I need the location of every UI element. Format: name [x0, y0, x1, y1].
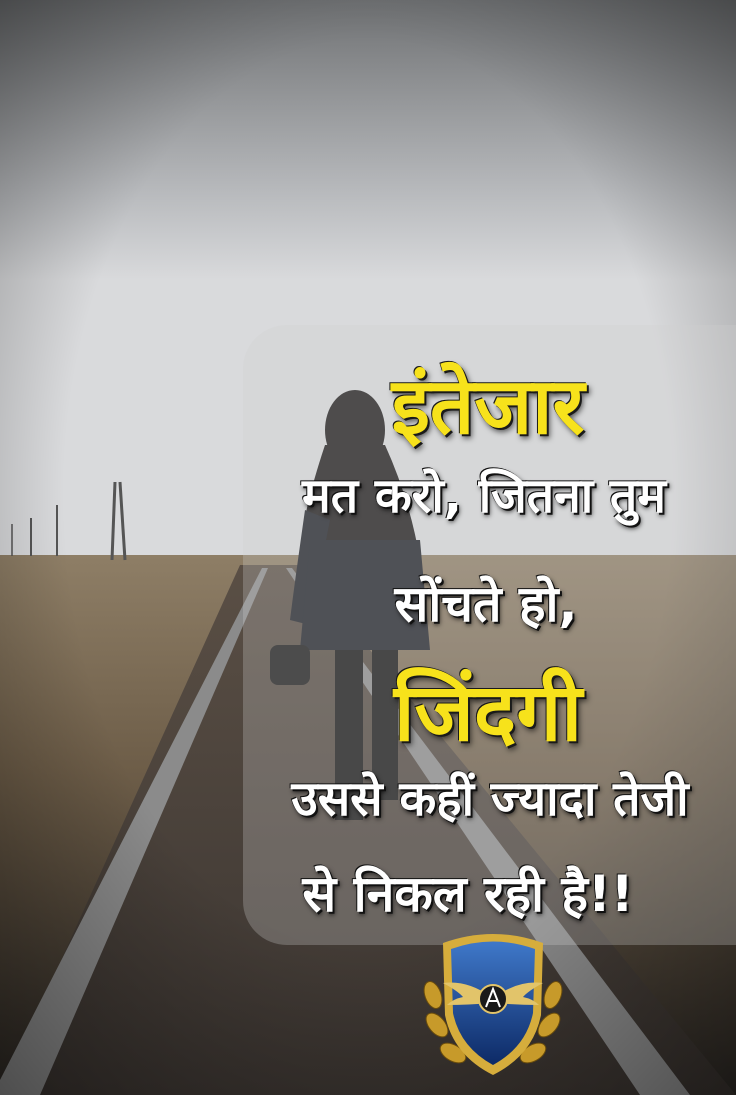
quote-line-2: सोंचते हो, [394, 575, 578, 633]
quote-line-3: उससे कहीं ज्यादा तेजी [291, 771, 689, 827]
quote-line-4: से निकल रही है!! [302, 865, 634, 923]
quote-headline: इंतेजार [391, 362, 585, 452]
quote-highlight: जिंदगी [393, 666, 583, 759]
quote-line-1: मत करो, जितना तुम [302, 468, 666, 524]
winged-a-shield-icon [413, 925, 573, 1085]
